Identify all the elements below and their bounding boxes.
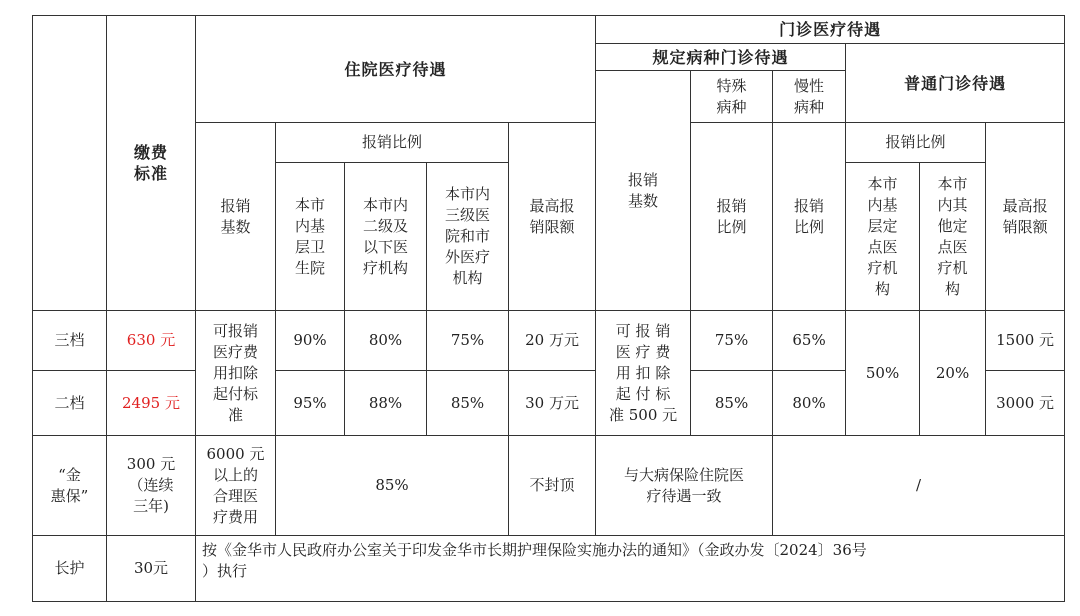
tier2-max-limit: 30 万元 [509,371,596,436]
tier3-level3-ratio: 75% [427,311,509,371]
table-row-ltc [33,536,1065,602]
jinhuibao-general: / [773,436,1065,536]
local-level2-header: 本市内 二级及 以下医 疗机构 [345,163,427,311]
general-primary-header: 本市 内基 层定 点医 疗机 构 [846,163,920,311]
tier2-level2-ratio: 88% [345,371,427,436]
jinhuibao-base: 6000 元 以上的 合理医 疗费用 [196,436,276,536]
local-primary-header: 本市 内基 层卫 生院 [276,163,345,311]
tier2-level3-ratio: 85% [427,371,509,436]
reimb-base-header: 报销 基数 [196,123,276,311]
jinhuibao-max: 不封顶 [509,436,596,536]
tier3-max-limit: 20 万元 [509,311,596,371]
tier3-fee: 630 元 [107,311,196,371]
tier3-level2-ratio: 80% [345,311,427,371]
outpatient-reimb-base-header: 报销 基数 [596,71,691,311]
general-other-header: 本市 内其 他定 点医 疗机 构 [920,163,986,311]
jinhuibao-ratio: 85% [276,436,509,536]
special-disease-header: 特殊 病种 [691,71,773,123]
tier2-special-ratio: 85% [691,371,773,436]
tier2-label: 二档 [33,371,107,436]
tier3-chronic-ratio: 65% [773,311,846,371]
max-limit-header: 最高报 销限额 [509,123,596,311]
table-row-tier3 [33,311,1065,371]
tier2-primary-ratio: 95% [276,371,345,436]
jinhuibao-outpatient: 与大病保险住院医 疗待遇一致 [596,436,773,536]
chronic-ratio-header: 报销 比例 [773,123,846,311]
general-outpatient-header: 普通门诊待遇 [846,44,1065,123]
ltc-note: 按《金华市人民政府办公室关于印发金华市长期护理保险实施办法的通知》（金政办发〔2024〕36号 ）执行 [196,536,1065,602]
ltc-fee: 30元 [107,536,196,602]
chronic-disease-header: 慢性 病种 [773,71,846,123]
general-primary-ratio: 50% [846,311,920,436]
outpatient-header: 门诊医疗待遇 [596,16,1065,44]
tier3-primary-ratio: 90% [276,311,345,371]
medical-insurance-table [32,15,1065,602]
tier2-fee: 2495 元 [107,371,196,436]
general-max-header: 最高报 销限额 [986,123,1065,311]
general-other-ratio: 20% [920,311,986,436]
reimb-ratio-header: 报销比例 [276,123,509,163]
general-ratio-header: 报销比例 [846,123,986,163]
local-level3-header: 本市内 三级医 院和市 外医疗 机构 [427,163,509,311]
outpatient-base-value: 可 报 销 医 疗 费 用 扣 除 起 付 标 准 500 元 [596,311,691,436]
tier2-general-max: 3000 元 [986,371,1065,436]
tier3-general-max: 1500 元 [986,311,1065,371]
corner-cell [33,16,107,311]
specified-disease-header: 规定病种门诊待遇 [596,44,846,71]
inpatient-header: 住院医疗待遇 [196,16,596,123]
ltc-label: 长护 [33,536,107,602]
tier2-chronic-ratio: 80% [773,371,846,436]
inpatient-base-value: 可报销 医疗费 用扣除 起付标 准 [196,311,276,436]
special-ratio-header: 报销 比例 [691,123,773,311]
fee-standard-header: 缴费 标准 [107,16,196,311]
tier3-label: 三档 [33,311,107,371]
tier3-special-ratio: 75% [691,311,773,371]
jinhuibao-label: “金 惠保” [33,436,107,536]
table-row-jinhuibao [33,436,1065,536]
jinhuibao-fee: 300 元 （连续 三年) [107,436,196,536]
